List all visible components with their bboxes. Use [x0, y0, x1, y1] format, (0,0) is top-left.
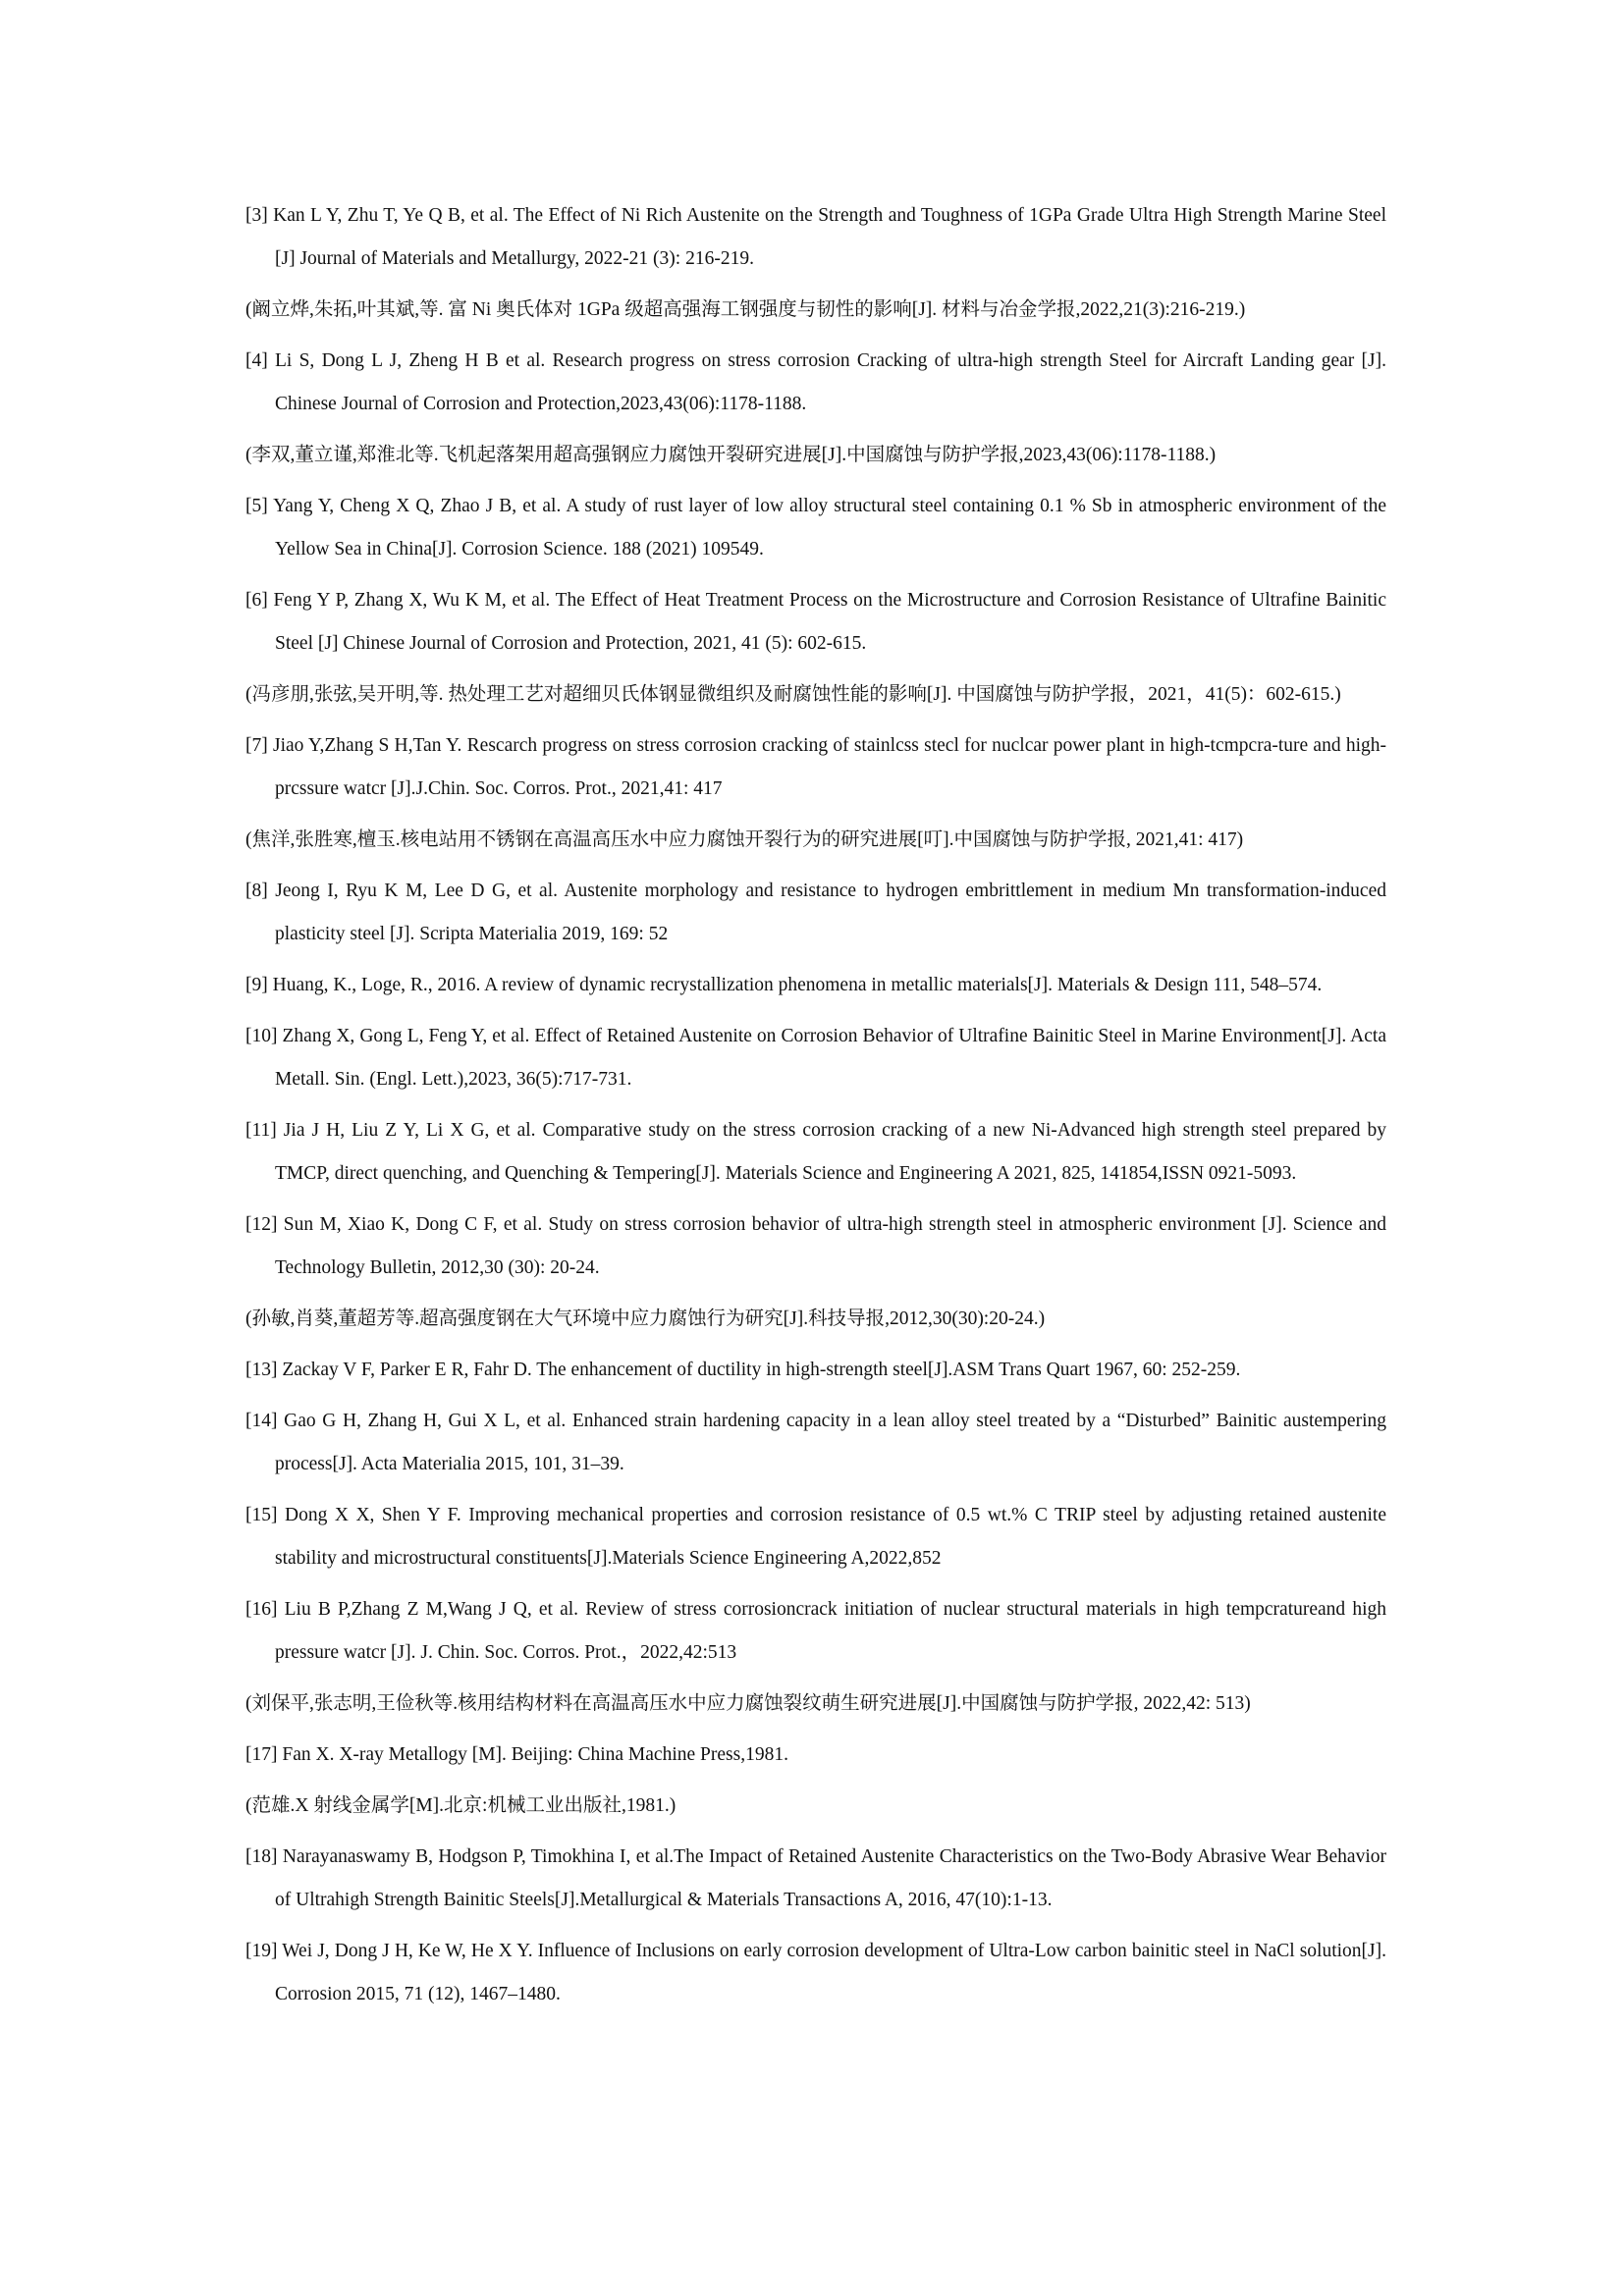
- reference-list: [245, 194, 1386, 2024]
- reference-entry: [15] Dong X X, Shen Y F. Improving mechanical properties and corrosion resistance of 0.5 wt.% C TRIP steel by adjusting retained austenite stability and microstructural constituents[J].Materials Science Engineering A,2022,852: [245, 1505, 1386, 1569]
- reference-entry: [3] Kan L Y, Zhu T, Ye Q B, et al. The Effect of Ni Rich Austenite on the Strength and Toughness of 1GPa Grade Ultra High Strength Marine Steel [J] Journal of Materials and Metallurgy, 2022-21 (3): 216-219.: [245, 205, 1386, 269]
- reference-entry: [6] Feng Y P, Zhang X, Wu K M, et al. The Effect of Heat Treatment Process on the Microstructure and Corrosion Resistance of Ultrafine Bainitic Steel [J] Chinese Journal of Corrosion and Protection, 2021, 41 (5): 602-615.: [245, 590, 1386, 654]
- reference-entry: [18] Narayanaswamy B, Hodgson P, Timokhina I, et al.The Impact of Retained Austenite Characteristics on the Two-Body Abrasive Wear Behavior of Ultrahigh Strength Bainitic Steels[J].Metallurgical & Materials Transactions A, 2016, 47(10):1-13.: [245, 1846, 1386, 1910]
- reference-translation: (阚立烨,朱拓,叶其斌,等. 富 Ni 奥氏体对 1GPa 级超高强海工钢强度与韧性的影响[J]. 材料与冶金学报,2022,21(3):216-219.): [245, 299, 1246, 320]
- reference-entry: [12] Sun M, Xiao K, Dong C F, et al. Study on stress corrosion behavior of ultra-high strength steel in atmospheric environment [J]. Science and Technology Bulletin, 2012,30 (30): 20-24.: [245, 1214, 1386, 1278]
- reference-translation: (孙敏,肖葵,董超芳等.超高强度钢在大气环境中应力腐蚀行为研究[J].科技导报,2012,30(30):20-24.): [245, 1308, 1046, 1329]
- reference-entry: [14] Gao G H, Zhang H, Gui X L, et al. Enhanced strain hardening capacity in a lean alloy steel treated by a “Disturbed” Bainitic austempering process[J]. Acta Materialia 2015, 101, 31–39.: [245, 1411, 1386, 1474]
- reference-translation: (冯彦朋,张弦,吴开明,等. 热处理工艺对超细贝氏体钢显微组织及耐腐蚀性能的影响[J]. 中国腐蚀与防护学报，2021，41(5)：602-615.): [245, 684, 1341, 705]
- reference-translation: (李双,董立谨,郑淮北等.飞机起落架用超高强钢应力腐蚀开裂研究进展[J].中国腐蚀与防护学报,2023,43(06):1178-1188.): [245, 445, 1217, 465]
- reference-entry: [8] Jeong I, Ryu K M, Lee D G, et al. Austenite morphology and resistance to hydrogen embrittlement in medium Mn transformation-induced plasticity steel [J]. Scripta Materialia 2019, 169: 52: [245, 881, 1386, 944]
- reference-entry: [4] Li S, Dong L J, Zheng H B et al. Research progress on stress corrosion Cracking of ultra-high strength Steel for Aircraft Landing gear [J]. Chinese Journal of Corrosion and Protection,2023,43(06):1178-1188.: [245, 350, 1386, 414]
- reference-entry: [5] Yang Y, Cheng X Q, Zhao J B, et al. A study of rust layer of low alloy structural steel containing 0.1 % Sb in atmospheric environment of the Yellow Sea in China[J]. Corrosion Science. 188 (2021) 109549.: [245, 496, 1386, 560]
- reference-entry: [17] Fan X. X-ray Metallogy [M]. Beijing: China Machine Press,1981.: [245, 1744, 788, 1765]
- reference-entry: [9] Huang, K., Loge, R., 2016. A review of dynamic recrystallization phenomena in metallic materials[J]. Materials & Design 111, 548–574.: [245, 975, 1323, 995]
- reference-translation: (焦洋,张胜寒,檀玉.核电站用不锈钢在高温高压水中应力腐蚀开裂行为的研究进展[叮].中国腐蚀与防护学报, 2021,41: 417): [245, 829, 1244, 850]
- reference-entry: [16] Liu B P,Zhang Z M,Wang J Q, et al. Review of stress corrosioncrack initiation of nuclear structural materials in high tempcratureand high pressure watcr [J]. J. Chin. Soc. Corros. Prot.，2022,42:513: [245, 1599, 1386, 1663]
- reference-entry: [13] Zackay V F, Parker E R, Fahr D. The enhancement of ductility in high-strength steel[J].ASM Trans Quart 1967, 60: 252-259.: [245, 1360, 1241, 1380]
- reference-entry: [11] Jia J H, Liu Z Y, Li X G, et al. Comparative study on the stress corrosion cracking of a new Ni-Advanced high strength steel prepared by TMCP, direct quenching, and Quenching & Tempering[J]. Materials Science and Engineering A 2021, 825, 141854,ISSN 0921-5093.: [245, 1120, 1386, 1184]
- reference-entry: [10] Zhang X, Gong L, Feng Y, et al. Effect of Retained Austenite on Corrosion Behavior of Ultrafine Bainitic Steel in Marine Environment[J]. Acta Metall. Sin. (Engl. Lett.),2023, 36(5):717-731.: [245, 1026, 1386, 1090]
- reference-entry: [7] Jiao Y,Zhang S H,Tan Y. Rescarch progress on stress corrosion cracking of stainlcss stecl for nuclcar power plant in high-tcmpcra-ture and high-prcssure watcr [J].J.Chin. Soc. Corros. Prot., 2021,41: 417: [245, 735, 1386, 799]
- reference-translation: (刘保平,张志明,王俭秋等.核用结构材料在高温高压水中应力腐蚀裂纹萌生研究进展[J].中国腐蚀与防护学报, 2022,42: 513): [245, 1693, 1251, 1714]
- reference-entry: [19] Wei J, Dong J H, Ke W, He X Y. Influence of Inclusions on early corrosion development of Ultra-Low carbon bainitic steel in NaCl solution[J]. Corrosion 2015, 71 (12), 1467–1480.: [245, 1941, 1386, 2004]
- reference-translation: (范雄.X 射线金属学[M].北京:机械工业出版社,1981.): [245, 1795, 677, 1816]
